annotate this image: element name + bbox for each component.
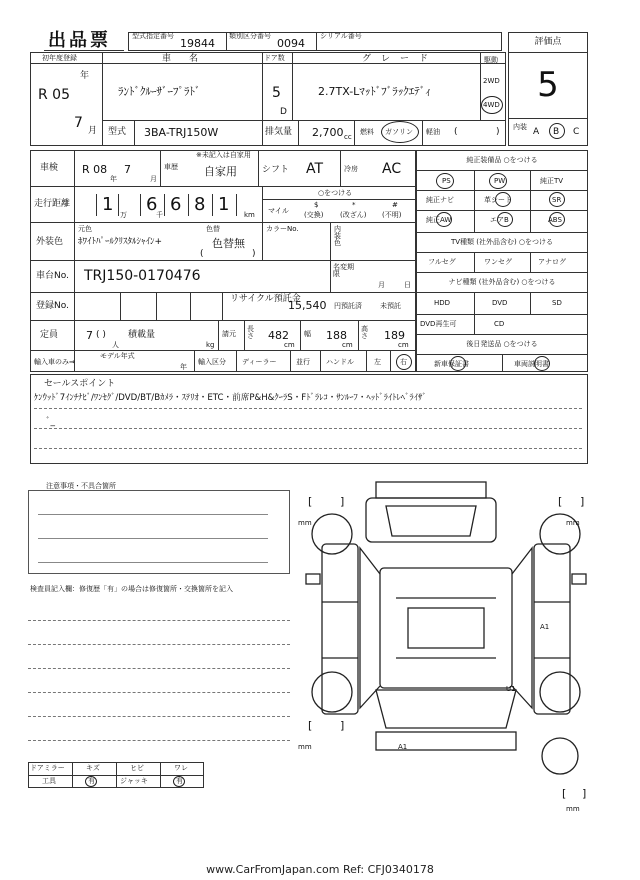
usage-value: 自家用	[204, 165, 237, 178]
mile-label: マイル	[268, 207, 289, 215]
diagram-trunk	[376, 690, 516, 728]
drive-4wd: 4WD	[483, 101, 500, 109]
equip-genuine-navi: 純正ナビ	[426, 196, 454, 204]
recycle-value: 15,540	[288, 299, 327, 312]
first-reg-label: 初年度登録	[42, 54, 77, 62]
color-no-label: カラーNo.	[266, 225, 299, 233]
fuel-paren-close: )	[496, 127, 500, 137]
legend-tools: 工具	[42, 777, 56, 785]
ac-label: 冷房	[344, 165, 358, 173]
sales-line2: ﾞ_	[46, 417, 56, 427]
equip-pw-circle	[489, 173, 507, 189]
drive-4wd-circle	[481, 96, 503, 114]
mile-unknown-mark: #	[392, 201, 398, 209]
ac-value: AC	[382, 161, 402, 177]
capacity-paren: ( )	[96, 330, 106, 340]
capacity-unit: 人	[112, 341, 119, 349]
first-reg-month: 7	[74, 115, 83, 131]
height-label: 高さ	[361, 325, 368, 340]
shift-value: AT	[306, 161, 324, 177]
displacement-label: 排気量	[265, 127, 293, 137]
equip-airbag: エアB	[490, 216, 509, 224]
diagram-roof	[380, 568, 512, 688]
mileage-digit-1: 1	[102, 194, 114, 215]
navi-sd: SD	[552, 299, 562, 307]
width-value: 188	[326, 329, 347, 342]
first-reg-month-unit: 月	[88, 126, 98, 136]
spare-mm: mm	[566, 805, 580, 813]
mile-unknown-label: (不明)	[382, 211, 402, 219]
name-change-day-unit: 日	[404, 281, 411, 289]
light-oil-label: 軽油	[426, 128, 440, 136]
recycle-label: リサイクル預託金	[230, 294, 301, 304]
mileage-digit-3: 6	[170, 194, 182, 215]
mile-exchange-label: (交換)	[304, 211, 324, 219]
shift-label: シフト	[262, 165, 290, 175]
page-title: 出品票	[48, 30, 111, 51]
jack-circle	[173, 776, 185, 787]
model-cert-number: 19844	[180, 37, 215, 50]
navi-dvd: DVD	[492, 299, 508, 307]
inspector-label: 検査員記入欄：修復歴「有」の場合は修復箇所・交換箇所を記入	[30, 585, 233, 593]
dealer-label: ディーラー	[242, 358, 277, 366]
usage-label: 車歴	[164, 163, 178, 171]
load-label: 積載量	[128, 330, 156, 340]
damage-mark-a1-rear: A1	[398, 743, 408, 751]
shaken-label: 車検	[40, 163, 59, 173]
equip-aw-circle	[436, 212, 452, 227]
model-type-label: 型式	[108, 127, 127, 137]
car-name-label: 車名	[162, 54, 217, 64]
legend-jack-have: 有	[176, 777, 183, 785]
shaken-month-unit: 月	[150, 175, 157, 183]
color-paren-close: )	[252, 249, 256, 259]
navi-hdd: HDD	[434, 299, 451, 307]
first-reg-year: R 05	[38, 87, 70, 103]
category-number: 0094	[277, 37, 305, 50]
grade-label: グレード	[362, 54, 439, 64]
ext-color-value: ﾎﾜｲﾄﾊﾟｰﾙｸﾘｽﾀﾙｼｬｲﾝ+	[78, 237, 163, 247]
equip-abs: ABS	[548, 216, 562, 224]
model-cert-label: 型式指定番号	[132, 32, 174, 40]
score-label: 評価点	[534, 37, 562, 47]
color-paren-open: (	[200, 249, 204, 259]
width-unit: cm	[342, 341, 353, 349]
equip-leather: 革シート	[484, 196, 512, 204]
handle-right-circle	[396, 354, 412, 370]
legend-door-mirror: ドアミラー	[30, 764, 65, 772]
height-value: 189	[384, 329, 405, 342]
capacity-label: 定員	[40, 330, 59, 340]
car-name: ﾗﾝﾄﾞｸﾙｰｻﾞｰﾌﾟﾗﾄﾞ	[118, 85, 201, 98]
name-change-month-unit: 月	[378, 281, 385, 289]
navi-cd: CD	[494, 320, 505, 328]
manual-circle	[534, 356, 550, 371]
mile-exchange-mark: $	[314, 201, 319, 209]
import-label: 輸入車のみ⇒	[34, 358, 75, 366]
parallel-label: 並行	[296, 358, 310, 366]
legend-tools-have: 有	[88, 777, 95, 785]
length-label: 長さ	[247, 325, 254, 340]
sales-label: セールスポイント	[44, 379, 116, 389]
height-unit: cm	[398, 341, 409, 349]
interior-b-circle	[549, 123, 565, 139]
tv-title: TV種類 (社外品含む) ○をつける	[450, 238, 554, 246]
drive-label: 駆動	[484, 56, 498, 64]
equip-sr: SR	[552, 196, 562, 204]
fuel-label: 燃料	[360, 128, 374, 136]
usage-note: ※未記入は自家用	[196, 151, 251, 159]
doors-value: 5	[272, 85, 281, 101]
recycle-not: 未預託	[380, 302, 401, 310]
shaken-month: 7	[124, 163, 131, 176]
equip-ps-circle	[436, 173, 454, 189]
diagram-left-side	[322, 544, 358, 714]
mileage-digit-4: 8	[194, 194, 206, 215]
equip-ps: PS	[442, 177, 451, 185]
serial-label: シリアル番号	[320, 32, 362, 40]
width-label: 幅	[304, 330, 311, 338]
model-type-value: 3BA-TRJ150W	[144, 126, 219, 139]
model-year-label: モデル年式	[100, 352, 135, 360]
navi-dvd-player: DVD再生可	[420, 320, 457, 328]
equip-sr-circle	[549, 192, 565, 207]
wheel-rl-bracket-open: [	[308, 719, 313, 732]
tv-analog: アナログ	[538, 258, 566, 266]
model-year-unit: 年	[180, 363, 187, 371]
diagram-rear-bumper	[376, 732, 516, 750]
doors-sub: D	[280, 107, 287, 117]
tools-circle	[85, 776, 97, 787]
navi-title: ナビ種類 (社外品含む) ○をつける	[448, 278, 556, 286]
score-value: 5	[537, 65, 559, 105]
tv-fullseg: フルセグ	[428, 258, 456, 266]
wheel-rl-bracket-close: ]	[340, 719, 345, 732]
category-label: 類別区分番号	[229, 32, 271, 40]
fuel-circle	[381, 121, 419, 143]
wheel-fl-bracket-open: [	[308, 495, 313, 508]
equip-airbag-circle	[497, 212, 513, 227]
diagram-hood-panel	[386, 506, 476, 536]
diagram-wheel-rr	[540, 672, 580, 712]
legend-jack: ジャッキ	[120, 777, 148, 785]
wheel-rl-mm: mm	[298, 743, 312, 751]
load-unit: kg	[206, 341, 215, 349]
shaken-year: R 08	[82, 163, 108, 176]
wheel-fr-mm: mm	[566, 519, 580, 527]
spare-bracket-open: [	[562, 787, 567, 800]
fuel-paren-open: (	[454, 127, 458, 137]
warranty-circle	[450, 356, 466, 371]
legend-crack: ヒビ	[130, 764, 144, 772]
car-damage-diagram	[296, 478, 596, 778]
spare-bracket-close: ]	[582, 787, 587, 800]
wheel-fl-bracket-close: ]	[340, 495, 345, 508]
mileage-km-unit: km	[244, 211, 255, 219]
diagram-wheel-fl	[312, 514, 352, 554]
diagram-spare-wheel	[542, 738, 578, 774]
interior-label: 内装	[513, 123, 527, 131]
mileage-digit-5: 1	[218, 194, 230, 215]
chassis-label: 車台No.	[36, 271, 69, 281]
length-unit: cm	[284, 341, 295, 349]
reg-label: 登録No.	[36, 301, 69, 311]
legend-broken: ワレ	[174, 764, 188, 772]
equip-pw: PW	[494, 177, 506, 185]
drive-2wd: 2WD	[483, 77, 500, 85]
later-manual: 車両説明書	[514, 360, 549, 368]
ext-color-label: 外装色	[36, 237, 64, 247]
wheel-fr-bracket-open: [	[558, 495, 563, 508]
color-change-value: 色替無	[212, 237, 245, 250]
equip-leather-circle	[495, 192, 511, 207]
length-value: 482	[268, 329, 289, 342]
equip-genuine-tv: 純正TV	[540, 177, 564, 185]
mileage-digit-2: 6	[146, 194, 158, 215]
handle-right: 右	[400, 358, 407, 366]
equip-genuine-aw: 純正AW	[426, 216, 452, 224]
recycle-unit: 円預託済	[334, 302, 362, 310]
mileage-circle-note: ○をつける	[318, 189, 353, 197]
grade-value: 2.7TX-Lﾏｯﾄﾞﾌﾞﾗｯｸｴﾃﾞｨ	[318, 85, 431, 98]
tv-oneseg: ワンセグ	[484, 258, 512, 266]
color-change-label: 色替	[206, 225, 220, 233]
diagram-wheel-rl	[312, 672, 352, 712]
handle-left: 左	[374, 358, 381, 366]
mileage-man-unit: 万	[120, 211, 127, 219]
fuel-value: ガソリン	[385, 128, 413, 136]
later-warranty: 新車保証書	[434, 360, 469, 368]
orig-color-label: 元色	[78, 225, 92, 233]
interior-grade-b: B	[553, 127, 560, 137]
defect-label: 注意事項・不具合箇所	[46, 482, 116, 490]
equip-abs-circle	[549, 212, 565, 227]
first-reg-year-unit: 年	[80, 71, 90, 81]
later-title: 後日発送品 ○をつける	[466, 340, 538, 348]
wheel-fl-mm: mm	[298, 519, 312, 527]
footer-watermark: www.CarFromJapan.com Ref: CFJ0340178	[206, 863, 434, 876]
mileage-sen-unit: 千	[156, 211, 163, 219]
chassis-value: TRJ150-0170476	[84, 268, 201, 284]
capacity-value: 7	[86, 329, 93, 342]
interior-color-label: 内装色	[334, 225, 341, 247]
damage-mark-a1-right: A1	[540, 623, 550, 631]
name-change-label: 名変期限	[333, 263, 354, 278]
genuine-title: 純正装備品 ○をつける	[466, 156, 538, 164]
legend-scratch: キズ	[86, 764, 100, 772]
title-underline	[44, 50, 124, 51]
mileage-label: 走行距離	[34, 199, 71, 209]
mile-altered-mark: *	[352, 201, 356, 209]
mile-altered-label: (改ざん)	[340, 211, 367, 219]
interior-grade-a: A	[533, 127, 540, 137]
displacement-unit: cc	[344, 133, 352, 141]
shaken-year-unit: 年	[110, 175, 117, 183]
interior-grade-c: C	[573, 127, 580, 137]
damage-mark-u1: U1	[506, 685, 516, 693]
diagram-front-bumper	[376, 482, 486, 498]
doors-label: ドア数	[264, 54, 285, 62]
handle-label: ハンドル	[326, 358, 354, 366]
gross-label: 請元	[222, 330, 236, 338]
displacement-value: 2,700	[312, 126, 344, 139]
sales-text: ｹﾝｳｯﾄﾞ7ｲﾝﾁﾅﾋﾞ/ﾜﾝｾｸﾞ/DVD/BT/Bｶﾒﾗ・ｽﾃﾘｵ・ETC・前席P&H&ｸｰﾗS・Fﾄﾞﾗﾚｺ・ｻﾝﾙｰﾌ・ﾍｯﾄﾞﾗｲﾄﾚﾍﾞﾗｲｻﾞ	[34, 393, 427, 403]
import-class-label: 輸入区分	[198, 358, 226, 366]
wheel-fr-bracket-close: ]	[580, 495, 585, 508]
